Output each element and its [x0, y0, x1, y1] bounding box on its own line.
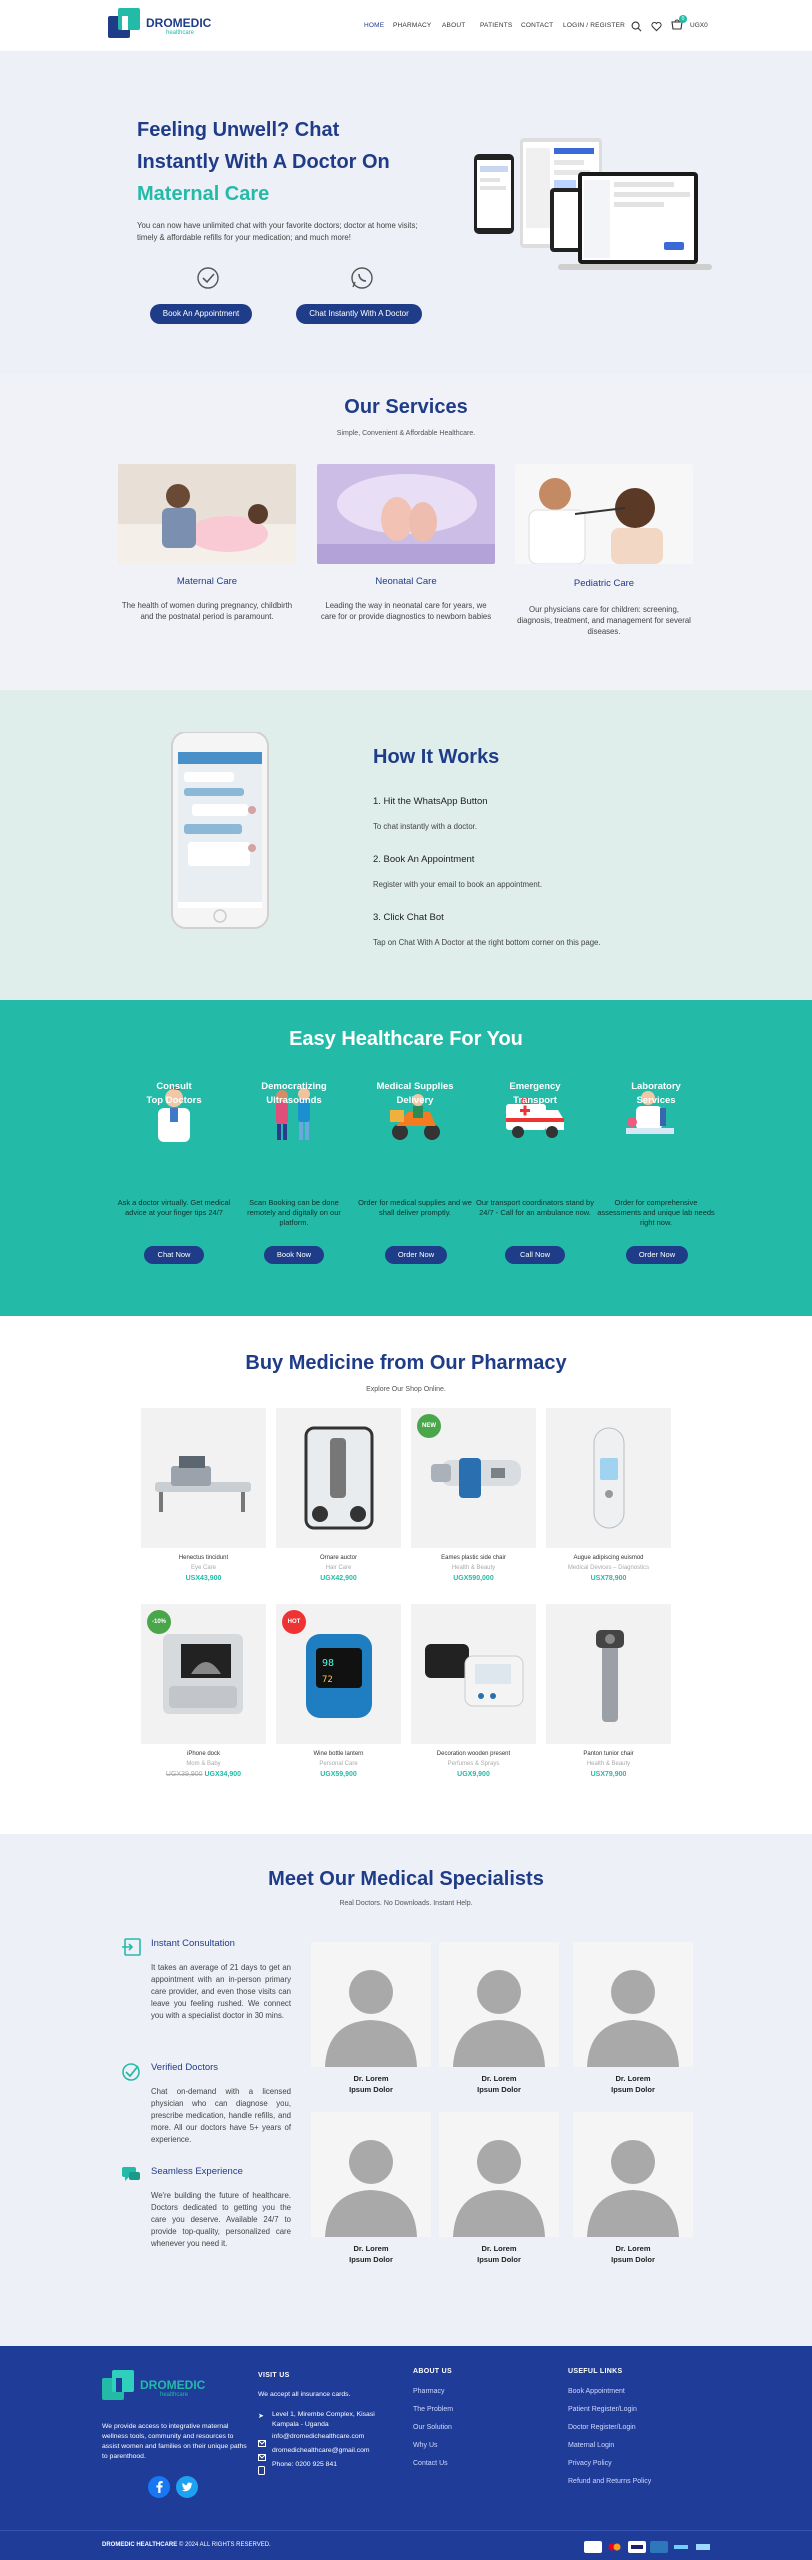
- brand-logo-icon[interactable]: [108, 8, 142, 42]
- cart-total[interactable]: UGX0: [690, 22, 708, 29]
- useful-links-heading: USEFUL LINKS: [568, 2368, 623, 2375]
- product-card[interactable]: [141, 1604, 266, 1778]
- service-title-pediatric: Pediatric Care: [573, 578, 635, 589]
- footer-link-privacy[interactable]: Privacy Policy: [568, 2460, 612, 2467]
- feature-text-consultation: It takes an average of 21 days to get an appointment with an in-person primary care provider, and even those visits can leave you feeling rushed. We connect you with a specialist doctor in 30 mins.: [151, 1963, 291, 2020]
- doctor-avatar-image: [573, 2112, 693, 2237]
- product-price: UGX590,000: [453, 1575, 494, 1582]
- twitter-icon[interactable]: [176, 2476, 198, 2498]
- service-text-pediatric: Our physicians care for children: screening, diagnosis, treatment, and management for several diseases.: [517, 605, 691, 636]
- feature-text-seamless: We're building the future of healthcare. Doctors dedicated to getting you the care you deserve. Available 24/7 to provide top-quality, personalized care whenever you need it.: [151, 2191, 291, 2248]
- product-price: UGX42,900: [320, 1575, 357, 1582]
- specialists-section: [0, 1834, 812, 2346]
- chat-bubble-icon: [121, 2166, 141, 2189]
- service-text-maternal: The health of women during pregnancy, childbirth and the postnatal period is paramount.: [121, 601, 293, 621]
- step-3-title: 3. Click Chat Bot: [373, 912, 444, 923]
- product-image[interactable]: [141, 1604, 266, 1744]
- product-card[interactable]: [276, 1408, 401, 1582]
- feature-title-seamless: Seamless Experience: [151, 2166, 243, 2177]
- phone-chat-mockup-image: [170, 732, 270, 932]
- consultation-icon: [121, 1938, 141, 1961]
- pharmacy-subtitle: Explore Our Shop Online.: [366, 1386, 446, 1393]
- doctor-name: [439, 2073, 559, 2095]
- product-image[interactable]: [141, 1408, 266, 1548]
- product-card[interactable]: [411, 1408, 536, 1582]
- footer-email-1[interactable]: info@dromedichealthcare.com: [272, 2433, 365, 2440]
- doctor-name-line2: Ipsum Dolor: [349, 2255, 393, 2264]
- services-subtitle: Simple, Convenient & Affordable Healthcare.: [336, 430, 476, 437]
- devices-mockup-image: [474, 134, 712, 282]
- product-price: UGX59,900: [320, 1771, 357, 1778]
- footer-link-contact[interactable]: Contact Us: [413, 2460, 448, 2467]
- visit-us-heading: VISIT US: [258, 2372, 290, 2379]
- footer-link-why-us[interactable]: Why Us: [413, 2442, 438, 2449]
- product-name[interactable]: Eames plastic side chair: [441, 1555, 506, 1561]
- footer-brand-subtitle: healthcare: [160, 2392, 189, 2398]
- services-title: Our Services: [344, 396, 468, 418]
- doctor-name: [311, 2243, 431, 2265]
- product-image[interactable]: [411, 1604, 536, 1744]
- nav-about[interactable]: ABOUT: [442, 22, 466, 29]
- footer-logo-icon[interactable]: [102, 2370, 136, 2409]
- verified-check-icon: [121, 2062, 141, 2087]
- doctor-name: [573, 2243, 693, 2265]
- whatsapp-icon: [350, 266, 374, 295]
- doctor-card[interactable]: [439, 2112, 559, 2265]
- easy-text-supplies: Order for medical supplies and we shall deliver promptly.: [358, 1198, 472, 1217]
- product-image[interactable]: [546, 1604, 671, 1744]
- product-name[interactable]: Decoration wooden present: [436, 1751, 511, 1757]
- product-card[interactable]: [276, 1604, 401, 1778]
- cart-count-badge: 0: [679, 15, 687, 23]
- chat-now-button[interactable]: Chat Now: [144, 1246, 204, 1264]
- book-appointment-button[interactable]: Book An Appointment: [150, 304, 252, 324]
- footer-link-book-appointment[interactable]: Book Appointment: [568, 2388, 625, 2395]
- pharmacy-title: Buy Medicine from Our Pharmacy: [245, 1352, 567, 1374]
- doctor-name: [439, 2243, 559, 2265]
- hot-badge: HOT: [282, 1610, 306, 1634]
- easy-healthcare-section: [0, 1000, 812, 1316]
- doctor-name: [311, 2073, 431, 2095]
- easy-title-ultrasounds-line1: Democratizing: [261, 1081, 327, 1092]
- doctor-name-line2: Ipsum Dolor: [477, 2085, 521, 2094]
- footer-link-refund[interactable]: Refund and Returns Policy: [568, 2478, 652, 2485]
- product-category[interactable]: Perfumes & Sprays: [447, 1761, 500, 1767]
- nav-pharmacy[interactable]: PHARMACY: [393, 22, 432, 29]
- step-2-text: Register with your email to book an appointment.: [373, 880, 543, 889]
- order-supplies-button[interactable]: Order Now: [385, 1246, 447, 1264]
- copyright-brand: DROMEDIC HEALTHCARE: [102, 2542, 178, 2548]
- product-image[interactable]: [411, 1408, 536, 1548]
- easy-title-ultrasounds-line2: Ultrasounds: [266, 1095, 322, 1106]
- product-card[interactable]: [141, 1408, 266, 1582]
- easy-text-ultrasounds: Scan Booking can be done remotely and digitally on our platform.: [247, 1198, 341, 1227]
- doctor-card[interactable]: [573, 2112, 693, 2265]
- product-price: UGX9,900: [457, 1771, 490, 1778]
- call-now-button[interactable]: Call Now: [505, 1246, 565, 1264]
- product-name[interactable]: iPhone dock: [186, 1751, 221, 1757]
- sale-price: UGX34,900: [204, 1771, 242, 1778]
- product-category[interactable]: Mom & Baby: [186, 1761, 221, 1767]
- product-category[interactable]: Health & Beauty: [451, 1565, 496, 1571]
- footer-link-doctor-login[interactable]: Doctor Register/Login: [568, 2424, 636, 2431]
- doctor-name-line2: Ipsum Dolor: [349, 2085, 393, 2094]
- copyright-rest: © 2024 ALL RIGHTS RESERVED.: [178, 2542, 271, 2548]
- maternal-care-image: [118, 464, 296, 564]
- specialists-title: Meet Our Medical Specialists: [268, 1868, 544, 1890]
- doctor-name: [573, 2073, 693, 2095]
- product-name[interactable]: Wine bottle lantern: [313, 1751, 364, 1757]
- doctor-avatar-image: [439, 2112, 559, 2237]
- step-1-text: To chat instantly with a doctor.: [373, 822, 478, 831]
- product-price: USX43,900: [185, 1575, 222, 1582]
- product-card[interactable]: [411, 1604, 536, 1778]
- easy-title-emergency-line1: Emergency: [509, 1081, 561, 1092]
- easy-healthcare-title: Easy Healthcare For You: [289, 1028, 523, 1050]
- doctor-name-line2: Ipsum Dolor: [611, 2255, 655, 2264]
- doctor-avatar-image: [573, 1942, 693, 2067]
- product-name[interactable]: Panton tunior chair: [583, 1751, 634, 1757]
- phone-icon: [258, 2462, 265, 2480]
- services-section: [0, 374, 812, 690]
- doctor-card[interactable]: [311, 2112, 431, 2265]
- doctor-name-line1: Dr. Lorem: [353, 2074, 389, 2083]
- check-circle-icon: [196, 266, 220, 295]
- specialists-subtitle: Real Doctors. No Downloads. Instant Help.: [339, 1900, 473, 1907]
- order-lab-button[interactable]: Order Now: [626, 1246, 688, 1264]
- discount-badge: -10%: [147, 1610, 171, 1634]
- step-1-title: 1. Hit the WhatsApp Button: [373, 796, 488, 807]
- footer-link-patient-login[interactable]: Patient Register/Login: [568, 2406, 637, 2413]
- product-price: USX79,900: [590, 1771, 627, 1778]
- easy-title-laboratory-line1: Laboratory: [631, 1081, 681, 1092]
- product-name[interactable]: Augue adipiscing euismod: [573, 1555, 644, 1561]
- easy-title-supplies-line2: Delivery: [396, 1095, 434, 1106]
- easy-title-laboratory-line2: Services: [636, 1095, 676, 1106]
- service-title-neonatal: Neonatal Care: [375, 576, 437, 587]
- doctor-name-line1: Dr. Lorem: [353, 2244, 389, 2253]
- visit-insurance-text: We accept all insurance cards.: [258, 2391, 351, 2398]
- product-category[interactable]: Hair Care: [325, 1565, 352, 1571]
- footer-link-solution[interactable]: Our Solution: [413, 2424, 452, 2431]
- wishlist-heart-icon[interactable]: [651, 19, 662, 37]
- nav-contact[interactable]: CONTACT: [521, 22, 554, 29]
- about-us-heading: ABOUT US: [413, 2368, 452, 2375]
- easy-title-emergency-line2: Transport: [513, 1095, 557, 1106]
- product-category[interactable]: Health & Beauty: [586, 1761, 631, 1767]
- copyright-text: [102, 2542, 271, 2548]
- product-category[interactable]: Personal Care: [319, 1761, 358, 1767]
- doctor-card[interactable]: [311, 1942, 431, 2095]
- step-3-text: Tap on Chat With A Doctor at the right bottom corner on this page.: [373, 938, 601, 947]
- footer-link-maternal-login[interactable]: Maternal Login: [568, 2442, 615, 2449]
- product-image[interactable]: [276, 1408, 401, 1548]
- product-name[interactable]: Ornare auctor: [319, 1555, 358, 1561]
- footer-address-line1: Level 1, Mirembe Complex, Kisasi: [272, 2411, 375, 2418]
- nav-home[interactable]: HOME: [364, 22, 385, 29]
- service-title-maternal: Maternal Care: [176, 576, 238, 587]
- doctor-card[interactable]: [573, 1942, 693, 2095]
- product-image[interactable]: [276, 1604, 401, 1744]
- nav-login-register[interactable]: LOGIN / REGISTER: [563, 22, 626, 29]
- feature-title-consultation: Instant Consultation: [151, 1938, 235, 1949]
- site-header: [0, 0, 812, 52]
- hero-section: [0, 52, 812, 374]
- brand-name: DROMEDIC: [146, 16, 212, 30]
- how-it-works-title: How It Works: [373, 746, 500, 768]
- facebook-icon[interactable]: [148, 2476, 170, 2498]
- doctor-name-line2: Ipsum Dolor: [477, 2255, 521, 2264]
- easy-title-consult-line2: Top Doctors: [146, 1095, 202, 1106]
- chat-doctor-button[interactable]: Chat Instantly With A Doctor: [296, 304, 422, 324]
- doctor-name-line1: Dr. Lorem: [615, 2074, 651, 2083]
- doctor-avatar-image: [311, 2112, 431, 2237]
- feature-title-verified: Verified Doctors: [151, 2062, 219, 2073]
- doctor-name-line1: Dr. Lorem: [481, 2074, 517, 2083]
- how-it-works-section: [0, 690, 812, 1000]
- footer-about-text: We provide access to integrative maternal wellness tools, community and resources to assist women and families on their unique paths to parenthood.: [102, 2423, 247, 2460]
- pediatric-care-image: [515, 464, 693, 564]
- site-footer: [0, 2346, 812, 2560]
- hero-title-line2: Instantly With A Doctor On: [137, 151, 390, 173]
- footer-link-problem[interactable]: The Problem: [413, 2406, 454, 2413]
- doctor-card[interactable]: [439, 1942, 559, 2095]
- hero-title-line1: Feeling Unwell? Chat: [137, 119, 340, 141]
- footer-brand-name: DROMEDIC: [140, 2378, 206, 2392]
- easy-text-emergency: Our transport coordinators stand by 24/7 - Call for an ambulance now.: [476, 1198, 594, 1217]
- footer-address-line2: Kampala - Uganda: [272, 2421, 329, 2428]
- product-name[interactable]: Henectus tincidunt: [178, 1555, 229, 1561]
- product-category[interactable]: Medical Devices – Diagnostics: [567, 1565, 650, 1571]
- easy-title-supplies-line1: Medical Supplies: [376, 1081, 454, 1092]
- product-card[interactable]: [546, 1408, 671, 1582]
- doctor-avatar-image: [439, 1942, 559, 2067]
- doctor-avatar-image: [311, 1942, 431, 2067]
- product-category[interactable]: Eye Care: [190, 1565, 216, 1571]
- doctor-name-line2: Ipsum Dolor: [611, 2085, 655, 2094]
- easy-text-laboratory: Order for comprehensive assessments and unique lab needs right now.: [597, 1198, 715, 1227]
- product-card[interactable]: [546, 1604, 671, 1778]
- easy-title-consult-line1: Consult: [156, 1081, 192, 1092]
- product-price: USX78,900: [590, 1575, 627, 1582]
- doctor-name-line1: Dr. Lorem: [481, 2244, 517, 2253]
- feature-text-verified: Chat on-demand with a licensed physician who can diagnose you, prescribe medication, handle refills, and more. All our doctors have 5+ years of experience.: [151, 2087, 291, 2144]
- doctor-name-line1: Dr. Lorem: [615, 2244, 651, 2253]
- footer-link-pharmacy[interactable]: Pharmacy: [413, 2388, 445, 2395]
- footer-divider: [0, 2530, 812, 2531]
- pharmacy-section: [0, 1316, 812, 1834]
- hero-title-line3: Maternal Care: [137, 183, 270, 205]
- svg-text:98: 98: [322, 1658, 335, 1669]
- new-badge: NEW: [417, 1414, 441, 1438]
- product-image[interactable]: [546, 1408, 671, 1548]
- neonatal-care-image: [317, 464, 495, 564]
- location-icon: ➤: [258, 2413, 264, 2420]
- footer-phone[interactable]: Phone: 0200 925 841: [272, 2461, 338, 2468]
- old-price: UGX39,900: [165, 1771, 203, 1778]
- book-now-button[interactable]: Book Now: [264, 1246, 324, 1264]
- search-icon[interactable]: [631, 19, 642, 37]
- payment-cards-icon: [584, 2540, 714, 2558]
- nav-patients[interactable]: PATIENTS: [480, 22, 513, 29]
- footer-email-2[interactable]: dromedichealthcare@gmail.com: [272, 2447, 370, 2454]
- step-2-title: 2. Book An Appointment: [373, 854, 475, 865]
- easy-text-consult: Ask a doctor virtually. Get medical advice at your finger tips 24/7: [117, 1198, 231, 1217]
- svg-text:72: 72: [322, 1675, 333, 1685]
- product-price: [141, 1771, 266, 1778]
- service-text-neonatal: Leading the way in neonatal care for years, we care for or provide diagnostics to newborn babies: [320, 601, 492, 621]
- brand-subtitle: healthcare: [166, 30, 195, 36]
- hero-description: You can now have unlimited chat with your favorite doctors; doctor at home visits; timely & affordable refills for your medication; and much more!: [137, 221, 418, 242]
